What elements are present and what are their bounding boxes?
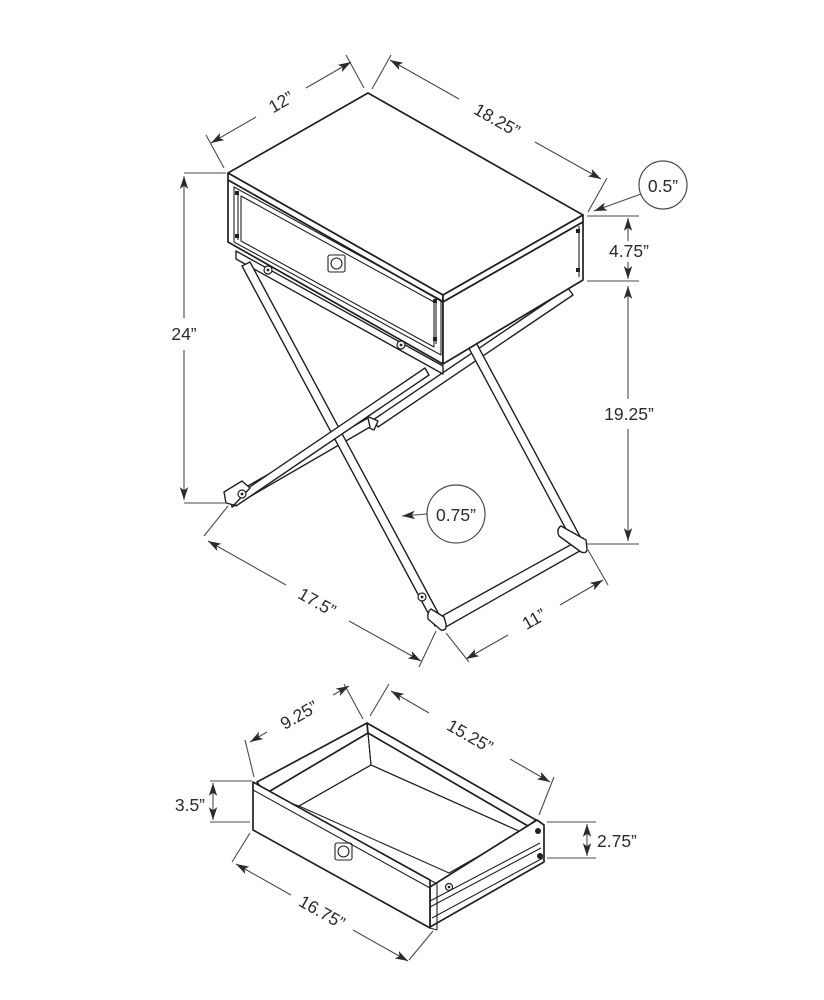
dim-foot-spread-depth: 11” [518, 604, 550, 634]
dim-foot-spread-front: 17.5” [294, 583, 340, 621]
dim-overall-height: 24” [171, 324, 197, 344]
dim-side-height: 2.75” [597, 831, 637, 851]
dim-top-depth: 12” [265, 87, 297, 117]
dim-top-width: 18.25” [470, 99, 524, 141]
bracket-screw [576, 268, 580, 272]
dim-leg-height: 19.25” [604, 404, 654, 424]
drawer-view [175, 684, 637, 961]
dim-inner-width: 15.25” [443, 715, 497, 757]
rail-screw [535, 828, 541, 834]
dim-leg-tube: 0.75” [436, 505, 476, 525]
drawer-right-side-rails [430, 820, 544, 927]
assembled-table-view [171, 55, 687, 667]
dim-inner-depth: 9.25” [276, 696, 322, 734]
drawer-front-panel [253, 782, 453, 930]
bracket-screw [235, 234, 239, 238]
front-leg-bar [232, 368, 429, 506]
dim-front-height: 3.5” [174, 795, 205, 815]
bracket-screw [433, 337, 437, 341]
dim-front-width: 16.75” [295, 891, 349, 933]
stretcher-bar [442, 538, 585, 628]
bracket-screw [235, 191, 239, 195]
drawer-front-face [253, 782, 430, 928]
front-foot-pad [428, 609, 446, 630]
drawer-left-wall-rim [257, 723, 368, 794]
dim-top-thickness: 0.5” [647, 176, 679, 196]
bracket-screw [433, 299, 437, 303]
drawer-dimensions [175, 684, 637, 961]
bracket-screw [576, 229, 580, 233]
rail-screw [537, 853, 543, 859]
dim-apron-height: 4.75” [609, 241, 649, 261]
